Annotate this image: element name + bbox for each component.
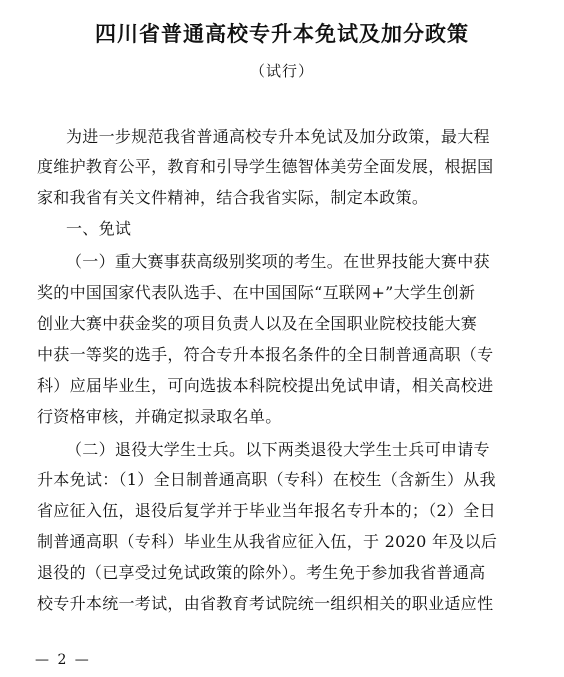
paragraph-awards-line-5: 科）应届毕业生，可向选拔本科院校提出免试申请，相关高校进 — [37, 376, 494, 395]
paragraph-awards-line-3: 创业大赛中获金奖的项目负责人以及在全国职业院校技能大赛 — [37, 314, 478, 333]
paragraph-veterans-line-6: 校专升本统一考试，由省教育考试院统一组织相关的职业适应性 — [37, 594, 494, 613]
paragraph-veterans-line-5: 退役的（已享受过免试政策的除外）。考生免于参加我省普通高 — [37, 563, 486, 582]
paragraph-awards-line-1: （一）重大赛事获高级别奖项的考生。在世界技能大赛中获 — [66, 252, 490, 271]
section-heading-exemption: 一、免试 — [66, 219, 132, 238]
document-title: 四川省普通高校专升本免试及加分政策 — [95, 21, 469, 46]
paragraph-awards-line-4: 中获一等奖的选手，符合专升本报名条件的全日制普通高职（专 — [37, 345, 494, 364]
page-number: — 2 — — [35, 652, 91, 668]
paragraph-veterans-line-3: 省应征入伍，退役后复学并于毕业当年报名专升本的；（2）全日 — [37, 501, 496, 520]
document-subtitle: （试行） — [249, 62, 314, 80]
paragraph-veterans-line-2: 升本免试：（1）全日制普通高职（专科）在校生（含新生）从我 — [37, 470, 496, 489]
paragraph-intro-line-3: 家和我省有关文件精神，结合我省实际，制定本政策。 — [37, 188, 429, 207]
paragraph-veterans-line-4: 制普通高职（专科）毕业生从我省应征入伍，于 2020 年及以后 — [37, 532, 498, 551]
paragraph-awards-line-6: 行资格审核，并确定拟录取名单。 — [37, 407, 282, 426]
paragraph-intro-line-1: 为进一步规范我省普通高校专升本免试及加分政策，最大程 — [66, 127, 490, 146]
paragraph-intro-line-2: 度维护教育公平，教育和引导学生德智体美劳全面发展，根据国 — [37, 157, 494, 176]
paragraph-veterans-line-1: （二）退役大学生士兵。以下两类退役大学生士兵可申请专 — [66, 440, 490, 459]
paragraph-awards-line-2: 奖的中国国家代表队选手、在中国国际“互联网+”大学生创新 — [37, 283, 476, 302]
